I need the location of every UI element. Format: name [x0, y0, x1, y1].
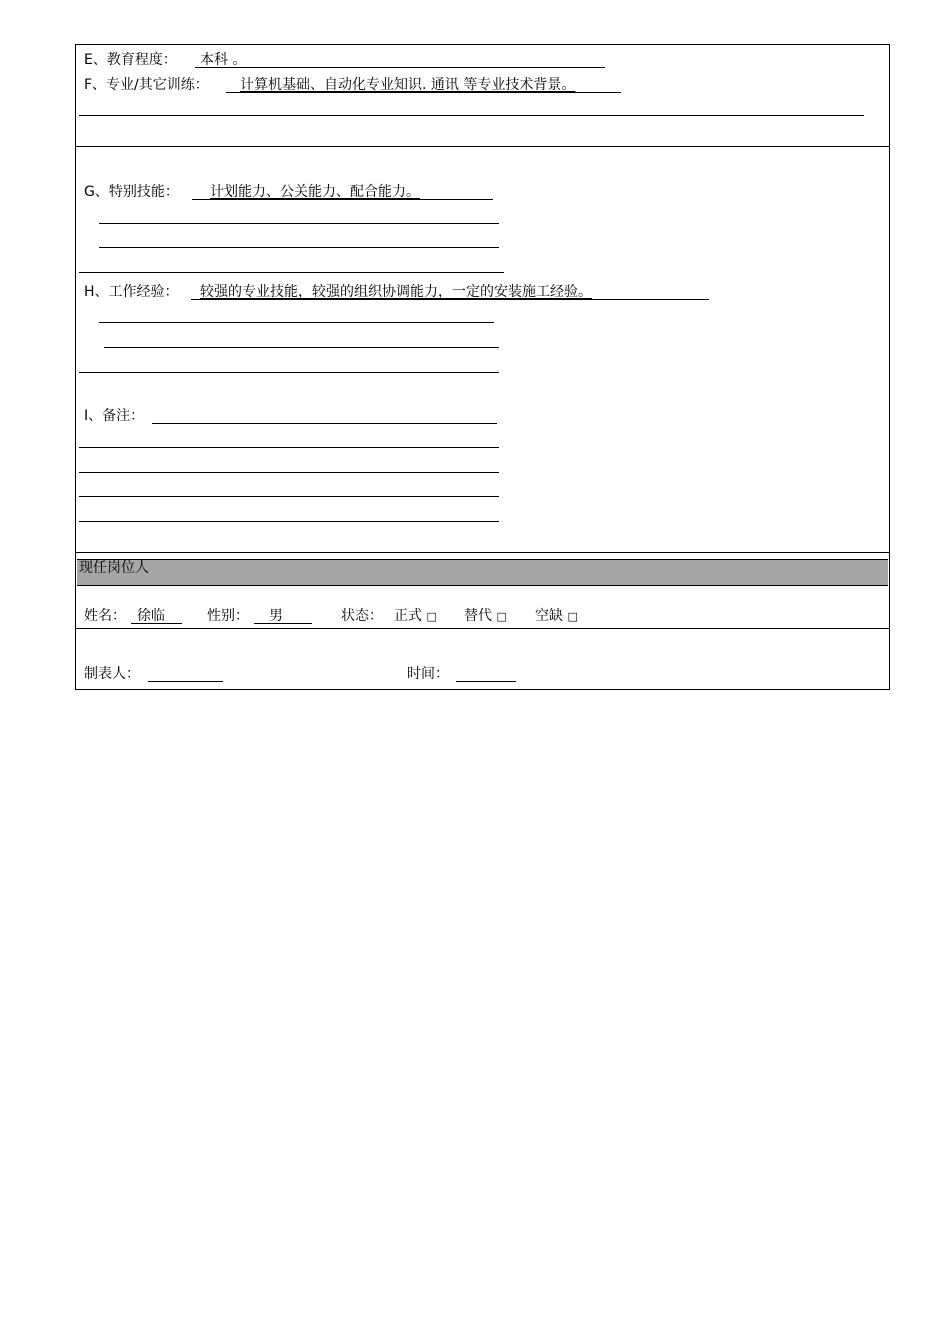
experience-line-1	[99, 322, 494, 323]
remarks-line-1	[79, 447, 499, 448]
skills-line-3	[79, 272, 504, 273]
experience-label: H、工作经验：	[84, 284, 179, 300]
checkbox-icon[interactable]: □	[426, 610, 437, 623]
incumbent-header: 现任岗位人	[79, 560, 149, 576]
section-divider	[76, 552, 889, 553]
date-underline	[456, 681, 516, 682]
education-value: 本科 。	[200, 52, 247, 68]
gender-label: 性别：	[207, 608, 249, 624]
gender-underline	[254, 623, 312, 624]
status-label: 状态：	[341, 608, 383, 624]
training-extra-line	[79, 115, 864, 116]
preparer-label: 制表人：	[84, 666, 140, 682]
skills-label: G、特别技能：	[84, 184, 179, 200]
name-underline	[131, 623, 182, 624]
job-description-form	[75, 44, 890, 690]
status-option-label: 空缺	[535, 608, 563, 624]
name-value: 徐临	[137, 608, 165, 624]
preparer-underline	[148, 681, 223, 682]
skills-line-1	[99, 223, 499, 224]
checkbox-icon[interactable]: □	[567, 610, 578, 623]
checkbox-icon[interactable]: □	[496, 610, 507, 623]
section-divider	[76, 628, 889, 629]
remarks-line-4	[79, 521, 499, 522]
skills-line-2	[99, 247, 499, 248]
status-option-vacant[interactable]	[535, 608, 578, 625]
remarks-line-3	[79, 496, 499, 497]
experience-value: 较强的专业技能，较强的组织协调能力，一定的安装施工经验。	[200, 284, 592, 300]
gender-value: 男	[269, 608, 283, 624]
education-label: E、教育程度：	[84, 52, 177, 68]
status-option-formal[interactable]	[394, 608, 437, 625]
training-underline	[226, 92, 621, 93]
training-label: F、专业/其它训练：	[84, 77, 209, 93]
experience-line-3	[79, 372, 499, 373]
status-option-label: 正式	[394, 608, 422, 624]
section-divider	[76, 146, 889, 147]
remarks-label: I、备注：	[84, 408, 145, 424]
experience-underline	[191, 299, 709, 300]
status-option-substitute[interactable]	[464, 608, 507, 625]
name-label: 姓名：	[84, 608, 126, 624]
remarks-line-2	[79, 472, 499, 473]
incumbent-header-bar	[77, 559, 888, 586]
skills-value: 计划能力、公关能力、配合能力。	[210, 184, 420, 200]
date-label: 时间：	[407, 666, 449, 682]
training-value: 计算机基础、自动化专业知识. 通讯 等专业技术背景。	[240, 77, 576, 93]
education-underline	[195, 67, 605, 68]
experience-line-2	[104, 347, 499, 348]
status-option-label: 替代	[464, 608, 492, 624]
remarks-underline	[152, 423, 497, 424]
skills-underline	[192, 199, 493, 200]
